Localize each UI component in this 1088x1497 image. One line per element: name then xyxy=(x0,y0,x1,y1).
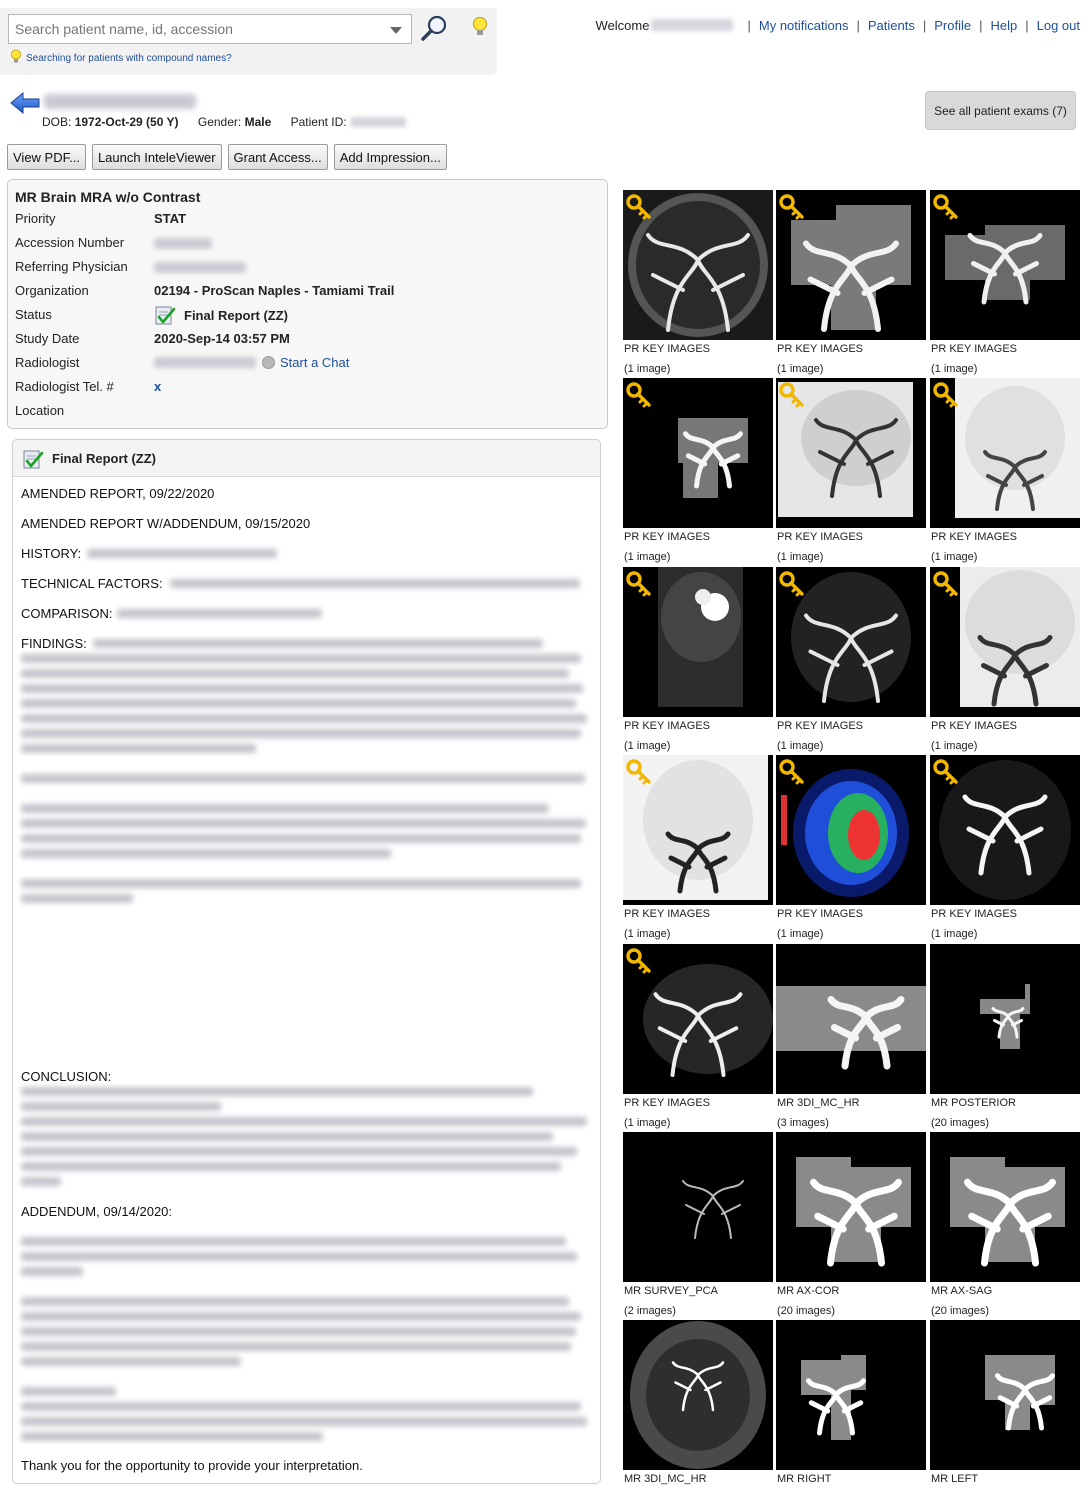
series-thumbnail[interactable] xyxy=(930,1132,1080,1320)
series-thumbnail[interactable] xyxy=(623,1320,773,1497)
series-preview-image[interactable] xyxy=(930,1320,1080,1470)
key-image-icon xyxy=(933,759,959,785)
series-preview-image[interactable] xyxy=(776,1132,926,1282)
series-image-count: (1 image) xyxy=(624,740,671,752)
series-thumbnail[interactable] xyxy=(776,567,926,755)
referring-physician-label: Referring Physician xyxy=(15,259,128,274)
series-image-count: (2 images) xyxy=(624,1305,676,1317)
view-pdf-button[interactable]: View PDF... xyxy=(7,144,86,170)
priority-label: Priority xyxy=(15,211,56,226)
study-date-value: 2020-Sep-14 03:57 PM xyxy=(154,331,290,346)
organization-label: Organization xyxy=(15,283,89,298)
hint-text[interactable]: Searching for patients with compound names? xyxy=(26,53,232,64)
comparison-text-redacted xyxy=(117,609,322,618)
welcome-text: Welcome xyxy=(595,18,650,33)
study-date-label: Study Date xyxy=(15,331,80,346)
series-image-count: (3 images) xyxy=(777,1117,829,1129)
gender-label: Gender: xyxy=(197,115,242,129)
technical-factors-heading: TECHNICAL FACTORS: xyxy=(21,576,163,591)
key-image-icon xyxy=(626,948,652,974)
series-image-count: (1 image) xyxy=(777,551,824,563)
accession-label: Accession Number xyxy=(15,235,125,250)
series-image-count: (1 image) xyxy=(931,928,978,940)
status-label: Status xyxy=(15,307,52,322)
nav-my-notifications[interactable]: My notifications xyxy=(758,18,849,33)
location-label: Location xyxy=(15,403,65,418)
series-thumbnail[interactable] xyxy=(776,755,926,943)
series-label: MR 3DI_MC_HR xyxy=(624,1473,707,1485)
series-image-count: (1 image) xyxy=(777,363,824,375)
patient-demographics xyxy=(42,115,406,129)
history-text-redacted xyxy=(87,549,277,558)
nav-patients[interactable]: Patients xyxy=(867,18,915,33)
series-label: PR KEY IMAGES xyxy=(624,531,710,543)
lightbulb-icon xyxy=(10,49,22,64)
referring-physician-redacted xyxy=(154,260,246,275)
series-image-count: (20 images) xyxy=(931,1305,990,1317)
series-image-count: (1 image) xyxy=(624,551,671,563)
series-label: MR AX-SAG xyxy=(931,1285,993,1297)
comparison-heading: COMPARISON: xyxy=(21,606,113,621)
series-thumbnail[interactable] xyxy=(623,755,773,943)
series-thumbnail[interactable] xyxy=(930,755,1080,943)
amended-report-line: AMENDED REPORT, 09/22/2020 xyxy=(21,486,215,501)
series-preview-image[interactable] xyxy=(930,1132,1080,1282)
dob-label: DOB: xyxy=(42,115,72,129)
key-image-icon xyxy=(626,571,652,597)
back-arrow-icon[interactable] xyxy=(10,92,40,114)
series-label: MR AX-COR xyxy=(777,1285,840,1297)
series-thumbnail[interactable] xyxy=(623,1132,773,1320)
launch-inteleviewer-button[interactable]: Launch InteleViewer xyxy=(92,144,222,170)
series-image-count: (1 image) xyxy=(931,363,978,375)
add-impression-button[interactable]: Add Impression... xyxy=(334,144,447,170)
priority-value: STAT xyxy=(154,211,187,226)
radiologist-tel-label: Radiologist Tel. # xyxy=(15,379,114,394)
report-check-icon xyxy=(154,304,176,326)
series-image-count: (1 image) xyxy=(624,1117,671,1129)
key-image-icon xyxy=(933,571,959,597)
key-image-icon xyxy=(779,759,805,785)
series-thumbnail[interactable] xyxy=(623,190,773,378)
history-heading: HISTORY: xyxy=(21,546,82,561)
series-image-count: (1 image) xyxy=(931,740,978,752)
dob-value: 1972-Oct-29 (50 Y) xyxy=(74,115,179,129)
series-label: PR KEY IMAGES xyxy=(777,343,863,355)
series-thumbnail[interactable] xyxy=(930,567,1080,755)
report-header xyxy=(13,440,600,477)
series-label: PR KEY IMAGES xyxy=(777,531,863,543)
key-image-icon xyxy=(626,759,652,785)
series-thumbnail[interactable] xyxy=(930,190,1080,378)
radiologist-value xyxy=(154,355,349,370)
patient-name-redacted xyxy=(44,94,196,109)
key-image-icon xyxy=(933,194,959,220)
key-image-icon xyxy=(779,571,805,597)
series-label: PR KEY IMAGES xyxy=(624,908,710,920)
user-name-redacted xyxy=(651,19,733,31)
series-label: PR KEY IMAGES xyxy=(624,1097,710,1109)
series-preview-image[interactable] xyxy=(776,944,926,1094)
radiologist-name-redacted xyxy=(154,357,256,368)
patient-id-label: Patient ID: xyxy=(290,115,347,129)
series-image-count: (20 images) xyxy=(931,1117,990,1129)
series-thumbnail[interactable] xyxy=(623,567,773,755)
series-thumbnail[interactable] xyxy=(623,944,773,1132)
series-label: PR KEY IMAGES xyxy=(777,908,863,920)
key-image-icon xyxy=(779,194,805,220)
nav-help[interactable]: Help xyxy=(990,18,1018,33)
organization-value: 02194 - ProScan Naples - Tamiami Trail xyxy=(154,283,395,298)
series-thumbnail[interactable] xyxy=(776,944,926,1132)
top-navigation: Welcome | My notifications | Patients | Profile | Help | Log out xyxy=(595,18,1080,33)
series-label: MR 3DI_MC_HR xyxy=(777,1097,860,1109)
key-image-icon xyxy=(626,194,652,220)
series-label: MR SURVEY_PCA xyxy=(624,1285,718,1297)
series-preview-image[interactable] xyxy=(623,1132,773,1282)
series-label: MR RIGHT xyxy=(777,1473,832,1485)
series-preview-image[interactable] xyxy=(623,1320,773,1470)
conclusion-heading: CONCLUSION: xyxy=(21,1069,112,1084)
report-check-icon xyxy=(22,448,44,470)
series-image-count: (1 image) xyxy=(777,740,824,752)
series-thumbnail[interactable] xyxy=(776,378,926,566)
amended-addendum-line: AMENDED REPORT W/ADDENDUM, 09/15/2020 xyxy=(21,516,311,531)
series-label: PR KEY IMAGES xyxy=(931,343,1017,355)
nav-profile[interactable]: Profile xyxy=(934,18,972,33)
series-image-count: (20 images) xyxy=(777,1305,836,1317)
exam-details-panel xyxy=(7,179,608,429)
closing-line: Thank you for the opportunity to provide your interpretation. xyxy=(21,1458,363,1473)
series-label: PR KEY IMAGES xyxy=(624,343,710,355)
series-image-count: (1 image) xyxy=(777,928,824,940)
exam-title: MR Brain MRA w/o Contrast xyxy=(15,189,201,205)
series-label: PR KEY IMAGES xyxy=(777,720,863,732)
report-header-title: Final Report (ZZ) xyxy=(52,451,156,466)
addendum-heading: ADDENDUM, 09/14/2020: xyxy=(21,1204,173,1219)
series-image-count: (1 image) xyxy=(931,551,978,563)
report-panel xyxy=(12,439,601,1484)
technical-text-redacted xyxy=(170,579,580,588)
compound-names-hint[interactable] xyxy=(10,49,232,64)
key-image-icon xyxy=(626,382,652,408)
accession-value-redacted xyxy=(154,236,212,251)
series-preview-image[interactable] xyxy=(930,944,1080,1094)
series-thumbnail[interactable] xyxy=(930,378,1080,566)
chevron-down-icon[interactable] xyxy=(390,27,402,34)
action-toolbar xyxy=(7,144,447,170)
grant-access-button[interactable]: Grant Access... xyxy=(228,144,328,170)
gender-value: Male xyxy=(244,115,272,129)
key-image-icon xyxy=(779,382,805,408)
series-label: PR KEY IMAGES xyxy=(931,531,1017,543)
series-image-count: (1 image) xyxy=(624,928,671,940)
patient-search-input[interactable] xyxy=(9,15,379,43)
search-panel xyxy=(0,8,497,75)
radiologist-tel-value[interactable]: x xyxy=(154,379,162,394)
series-label: MR POSTERIOR xyxy=(931,1097,1016,1109)
patient-search-combobox[interactable] xyxy=(8,14,412,44)
nav-log-out[interactable]: Log out xyxy=(1036,18,1080,33)
series-preview-image[interactable] xyxy=(776,1320,926,1470)
series-label: PR KEY IMAGES xyxy=(931,908,1017,920)
findings-heading: FINDINGS: xyxy=(21,636,87,651)
series-label: PR KEY IMAGES xyxy=(624,720,710,732)
patient-id-redacted xyxy=(351,117,406,127)
radiologist-label: Radiologist xyxy=(15,355,80,370)
series-image-count: (1 image) xyxy=(624,363,671,375)
series-thumbnail[interactable] xyxy=(623,378,773,566)
search-icon[interactable] xyxy=(420,14,448,42)
series-label: MR LEFT xyxy=(931,1473,979,1485)
status-value xyxy=(154,304,288,326)
lightbulb-icon[interactable] xyxy=(472,16,488,38)
series-label: PR KEY IMAGES xyxy=(931,720,1017,732)
series-thumbnail[interactable] xyxy=(930,944,1080,1132)
see-all-exams-button[interactable]: See all patient exams (7) xyxy=(925,91,1076,130)
key-image-icon xyxy=(933,382,959,408)
series-thumbnail[interactable] xyxy=(776,190,926,378)
status-text: Final Report (ZZ) xyxy=(184,308,288,323)
presence-status-icon xyxy=(262,356,275,369)
start-chat-link[interactable]: Start a Chat xyxy=(280,355,350,370)
series-thumbnail[interactable] xyxy=(776,1132,926,1320)
series-thumbnail[interactable] xyxy=(776,1320,926,1497)
series-thumbnail[interactable] xyxy=(930,1320,1080,1497)
